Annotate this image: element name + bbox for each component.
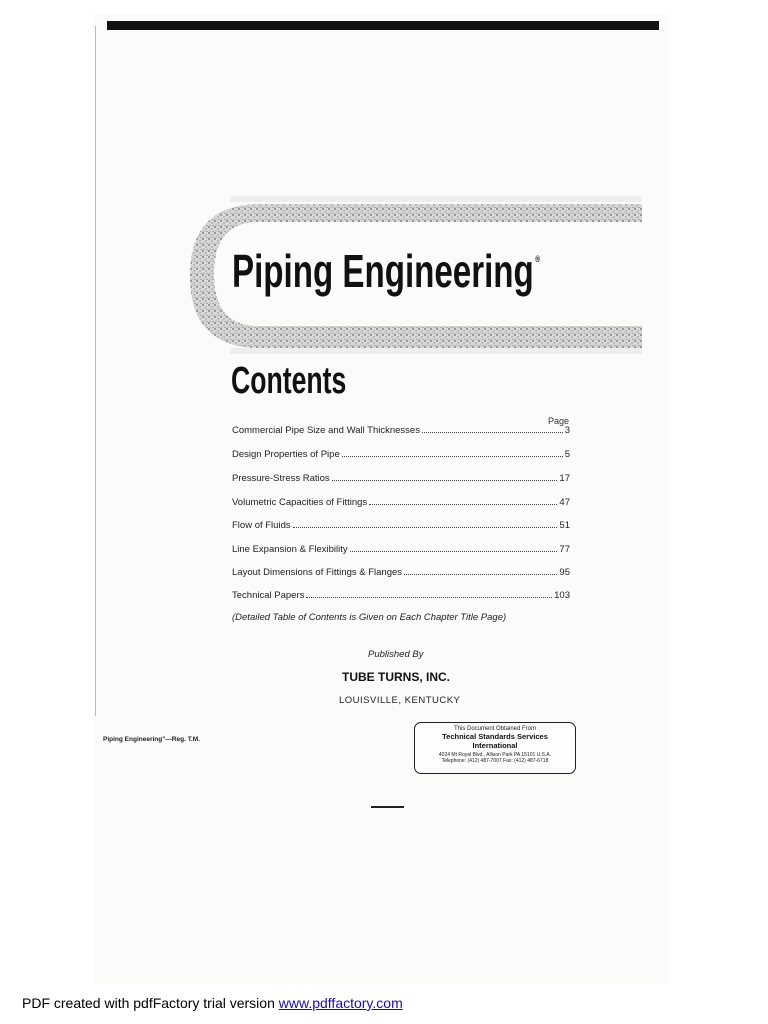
left-edge-rule [95, 26, 96, 716]
page-column-label: Page [548, 416, 570, 426]
toc-entry[interactable] [232, 472, 570, 486]
toc-entry[interactable] [232, 519, 570, 533]
toc-leader-dots [306, 589, 552, 598]
toc-entry[interactable] [232, 496, 570, 510]
toc-leader-dots [293, 519, 558, 528]
toc-entry-title: Commercial Pipe Size and Wall Thicknesses [232, 425, 420, 436]
stamp-address: 4024 Mt Royal Blvd., Allison Park PA 15101 U.S.A. [438, 752, 552, 758]
toc-entry[interactable] [232, 448, 570, 462]
pdffactory-link[interactable]: www.pdffactory.com [278, 995, 403, 1011]
publisher-location: LOUISVILLE, KENTUCKY [339, 695, 461, 706]
toc-leader-dots [332, 472, 558, 481]
toc-entry-title: Technical Papers [232, 590, 305, 601]
decorative-dash [371, 806, 404, 808]
top-black-bar [107, 21, 659, 30]
toc-entry-page: 77 [559, 544, 570, 555]
toc-note: (Detailed Table of Contents is Given on Each Chapter Title Page) [232, 612, 507, 623]
toc-entry-page: 17 [559, 473, 570, 484]
published-by-label: Published By [368, 649, 424, 660]
distributor-stamp [414, 722, 576, 774]
footer-prefix: PDF created with pdfFactory trial version [22, 995, 279, 1011]
toc-leader-dots [422, 424, 563, 433]
toc-entry-page: 51 [559, 520, 570, 531]
title-text: Piping Engineering [232, 245, 534, 297]
toc-entry-title: Pressure-Stress Ratios [232, 473, 330, 484]
toc-entry[interactable] [232, 424, 570, 438]
toc-leader-dots [350, 543, 558, 552]
publisher-name: TUBE TURNS, INC. [342, 670, 450, 684]
contents-heading: Contents [231, 360, 347, 402]
trademark-note: Piping Engineering"—Reg. T.M. [103, 736, 200, 743]
registered-mark: ® [535, 254, 540, 264]
toc-entry-page: 95 [559, 567, 570, 578]
toc-leader-dots [369, 496, 557, 505]
toc-leader-dots [404, 566, 557, 575]
stamp-org-name-line2: International [472, 740, 518, 750]
toc-entry-title: Flow of Fluids [232, 520, 291, 531]
toc-entry-page: 103 [554, 590, 570, 601]
toc-entry-title: Line Expansion & Flexibility [232, 544, 348, 555]
stamp-phone: Telephone: (412) 487-7007 Fax: (412) 487-6718 [441, 758, 549, 764]
toc-entry-page: 5 [564, 449, 570, 460]
toc-entry-title: Volumetric Capacities of Fittings [232, 497, 368, 508]
stamp-intro: This Document Obtained From [453, 726, 537, 732]
toc-entry[interactable] [232, 543, 570, 557]
toc-entry[interactable] [232, 589, 570, 603]
toc-leader-dots [342, 448, 563, 457]
document-title [232, 244, 540, 298]
toc-entry-title: Layout Dimensions of Fittings & Flanges [232, 567, 403, 578]
toc-entry[interactable] [232, 566, 570, 580]
pdf-footer [22, 995, 403, 1011]
toc-entry-page: 47 [559, 497, 570, 508]
toc-entry-title: Design Properties of Pipe [232, 449, 340, 460]
toc-entry-page: 3 [564, 425, 570, 436]
stamp-org-name: Technical Standards Services [442, 732, 548, 741]
